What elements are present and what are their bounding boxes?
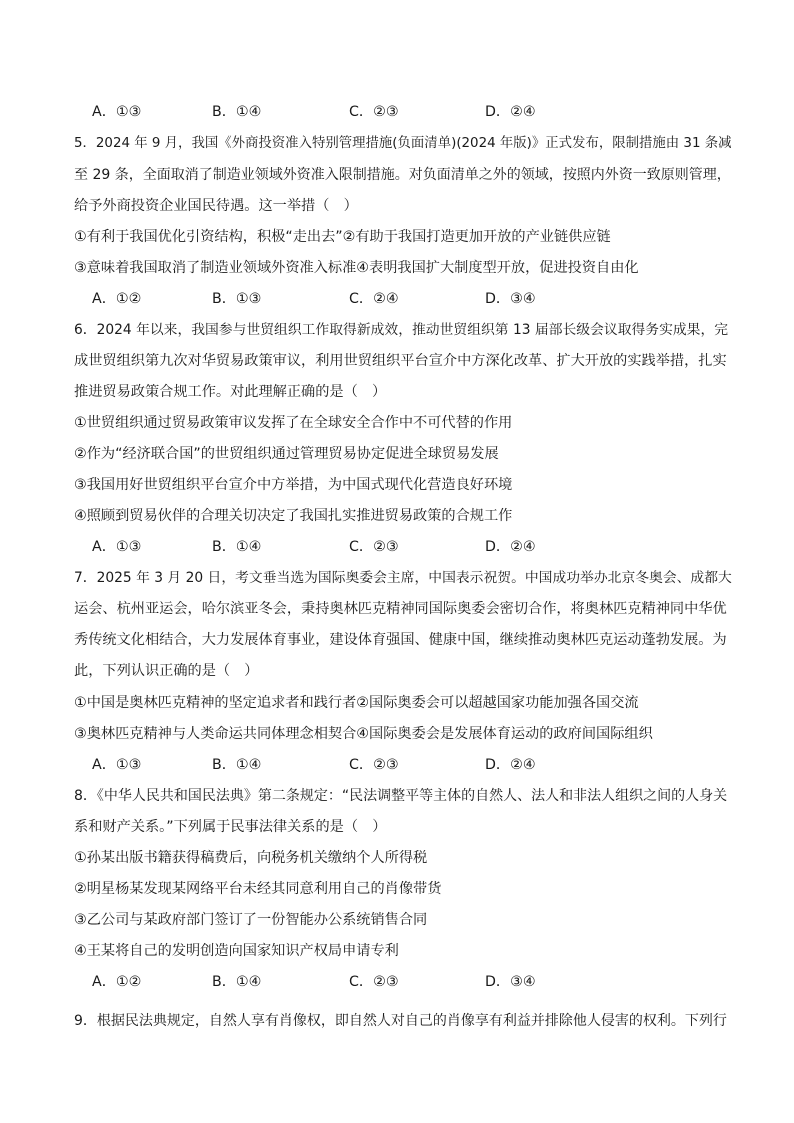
q8-option-b[interactable]: B．①④ bbox=[212, 974, 262, 990]
q4-option-a[interactable]: A．①③ bbox=[92, 104, 142, 120]
q7-option-d[interactable]: D．②④ bbox=[485, 757, 536, 773]
q5-stem-line-1: 5．2024 年 9 月，我国《外商投资准入特别管理措施(负面清单)(2024 年版)》正式发布，限制措施由 31 条减 bbox=[74, 136, 732, 151]
q5-stem-line-2: 至 29 条，全面取消了制造业领域外资准入限制措施。对负面清单之外的领域，按照内外资一致原则管理， bbox=[74, 167, 731, 183]
q8-stem-line-1: 8．《中华人民共和国民法典》第二条规定：“民法调整平等主体的自然人、法人和非法人组织之间的人身关 bbox=[74, 788, 728, 804]
q4-option-d[interactable]: D．②④ bbox=[485, 104, 536, 120]
q7-stem-line-3: 秀传统文化相结合，大力发展体育事业，建设体育强国、健康中国，继续推动奥林匹克运动蓬勃发展。为 bbox=[74, 632, 727, 648]
q5-option-a[interactable]: A．①② bbox=[92, 291, 142, 307]
q8-stem-line-2: 系和财产关系。”下列属于民事法律关系的是（ ） bbox=[74, 819, 387, 835]
q8-option-d[interactable]: D．③④ bbox=[485, 974, 536, 990]
q4-option-b[interactable]: B．①④ bbox=[212, 104, 262, 120]
q4-option-c[interactable]: C．②③ bbox=[349, 104, 399, 120]
q7-option-b[interactable]: B．①④ bbox=[212, 757, 262, 773]
q9-stem-line-1: 9．根据民法典规定，自然人享有肖像权，即自然人对自己的肖像享有利益并排除他人侵害的权利。下列行 bbox=[74, 1013, 727, 1029]
q6-statement-4: ④照顾到贸易伙伴的合理关切决定了我国扎实推进贸易政策的合规工作 bbox=[74, 508, 513, 524]
q8-statement-2: ②明星杨某发现某网络平台未经其同意利用自己的肖像带货 bbox=[74, 881, 442, 897]
q8-statement-1: ①孙某出版书籍获得稿费后，向税务机关缴纳个人所得税 bbox=[74, 850, 428, 866]
q6-statement-3: ③我国用好世贸组织平台宣介中方举措，为中国式现代化营造良好环境 bbox=[74, 477, 513, 493]
q6-stem-line-3: 推进贸易政策合规工作。对此理解正确的是（ ） bbox=[74, 384, 387, 400]
q7-statement-1: ①中国是奥林匹克精神的坚定追求者和践行者②国际奥委会可以超越国家功能加强各国交流 bbox=[74, 695, 639, 711]
q6-option-b[interactable]: B．①④ bbox=[212, 539, 262, 555]
q5-statement-2: ③意味着我国取消了制造业领域外资准入标准④表明我国扩大制度型开放，促进投资自由化 bbox=[74, 260, 639, 276]
q5-stem-line-3: 给予外商投资企业国民待遇。这一举措（ ） bbox=[74, 198, 358, 214]
q6-statement-1: ①世贸组织通过贸易政策审议发挥了在全球安全合作中不可代替的作用 bbox=[74, 415, 513, 431]
q6-option-d[interactable]: D．②④ bbox=[485, 539, 536, 555]
q7-option-c[interactable]: C．②③ bbox=[349, 757, 399, 773]
q5-option-c[interactable]: C．②④ bbox=[349, 291, 399, 307]
q7-stem-line-1: 7．2025 年 3 月 20 日，考文垂当选为国际奥委会主席，中国表示祝贺。中国成功举办北京冬奥会、成都大 bbox=[74, 570, 732, 586]
q7-option-a[interactable]: A．①③ bbox=[92, 757, 142, 773]
q8-option-c[interactable]: C．②③ bbox=[349, 974, 399, 990]
q7-stem-line-2: 运会、杭州亚运会，哈尔滨亚冬会，秉持奥林匹克精神同国际奥委会密切合作，将奥林匹克精神同中华优 bbox=[74, 601, 727, 617]
q6-stem-line-2: 成世贸组织第九次对华贸易政策审议，利用世贸组织平台宣介中方深化改革、扩大开放的实践举措，扎实 bbox=[74, 353, 727, 369]
q8-statement-3: ③乙公司与某政府部门签订了一份智能办公系统销售合同 bbox=[74, 912, 428, 928]
q8-option-a[interactable]: A．①② bbox=[92, 974, 142, 990]
q6-statement-2: ②作为“经济联合国”的世贸组织通过管理贸易协定促进全球贸易发展 bbox=[74, 446, 499, 462]
q5-option-b[interactable]: B．①③ bbox=[212, 291, 262, 307]
q7-stem-line-4: 此，下列认识正确的是（ ） bbox=[74, 663, 259, 679]
q6-stem-line-1: 6．2024 年以来，我国参与世贸组织工作取得新成效，推动世贸组织第 13 届部长级会议取得务实成果，完 bbox=[74, 322, 729, 338]
q5-option-d[interactable]: D．③④ bbox=[485, 291, 536, 307]
q8-statement-4: ④王某将自己的发明创造向国家知识产权局申请专利 bbox=[74, 943, 399, 959]
q6-option-a[interactable]: A．①③ bbox=[92, 539, 142, 555]
q7-statement-2: ③奥林匹克精神与人类命运共同体理念相契合④国际奥委会是发展体育运动的政府间国际组织 bbox=[74, 726, 653, 742]
q5-statement-1: ①有利于我国优化引资结构，积极“走出去”②有助于我国打造更加开放的产业链供应链 bbox=[74, 229, 611, 245]
q6-option-c[interactable]: C．②③ bbox=[349, 539, 399, 555]
